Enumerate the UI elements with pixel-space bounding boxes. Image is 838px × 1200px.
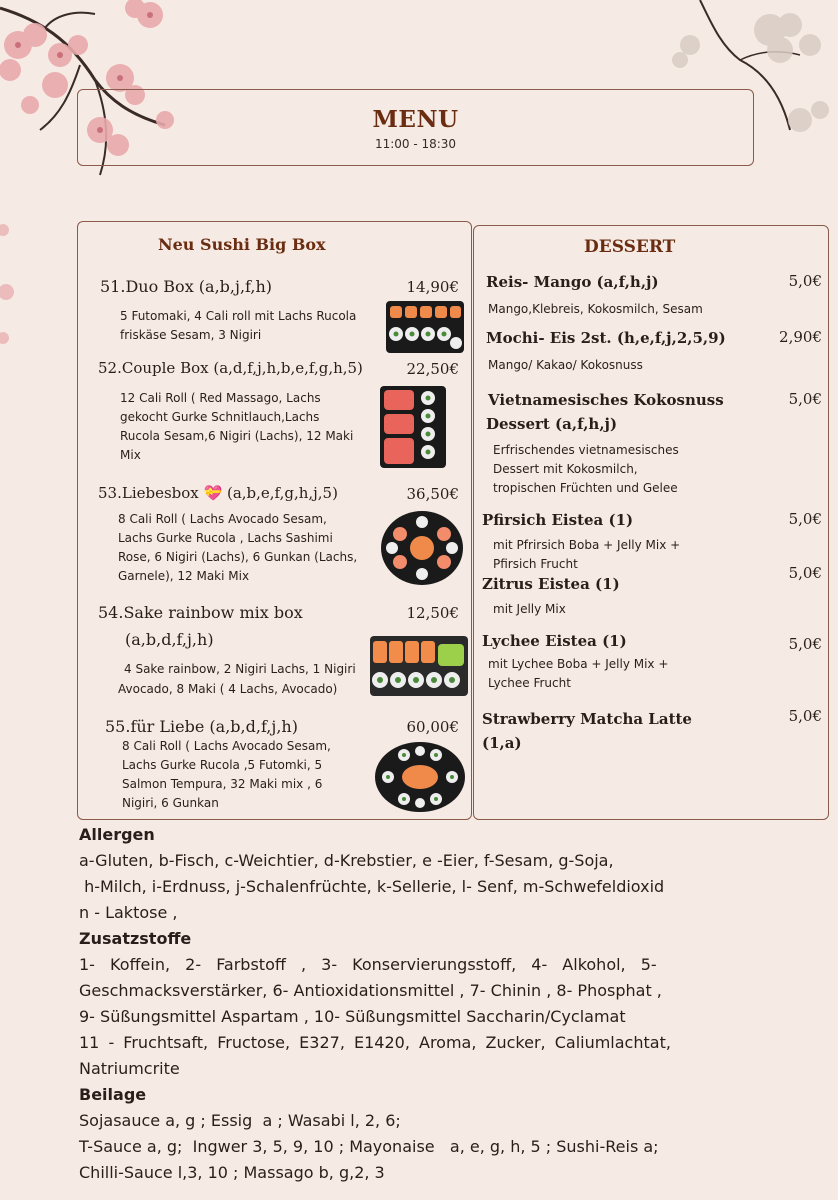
additives-line: Geschmacksverstärker, 6- Antioxidationsmittel , 7- Chinin , 8- Phosphat ,	[79, 981, 662, 1000]
item-description: Mango/ Kakao/ Kokosnuss	[488, 358, 643, 372]
item-name: Mochi- Eis 2st. (h,e,f,j,2,5,9)	[486, 329, 726, 347]
item-name: Reis- Mango (a,f,h,j)	[486, 273, 659, 291]
sides-line: Sojasauce a, g ; Essig a ; Wasabi l, 2, 6;	[79, 1111, 401, 1130]
allergen-line: a-Gluten, b-Fisch, c-Weichtier, d-Krebstier, e -Eier, f-Sesam, g-Soja,	[79, 851, 614, 870]
sushi-box-photo	[380, 510, 464, 586]
additives-line: 9- Süßungsmittel Aspartam , 10- Süßungsmittel Saccharin/Cyclamat	[79, 1007, 626, 1026]
blossom-petals-left	[0, 220, 20, 350]
item-price: 5,0€	[788, 510, 822, 528]
item-name: Vietnamesisches Kokosnuss Dessert (a,f,h,j)	[486, 391, 724, 433]
allergen-line: n - Laktose ,	[79, 903, 178, 922]
item-name: Zitrus Eistea (1)	[482, 575, 620, 593]
dessert-title: DESSERT	[584, 237, 676, 257]
sides-line: T-Sauce a, g; Ingwer 3, 5, 9, 10 ; Mayonaise a, e, g, h, 5 ; Sushi-Reis a;	[79, 1137, 659, 1156]
item-price: 5,0€	[788, 707, 822, 725]
item-price: 22,50€	[406, 360, 459, 378]
additives-line: Natriumcrite	[79, 1059, 180, 1078]
item-description: Erfrischendes vietnamesisches Dessert mit Kokosmilch, tropischen Früchten und Gelee	[493, 443, 679, 495]
allergen-line: h-Milch, i-Erdnuss, j-Schalenfrüchte, k-Sellerie, l- Senf, m-Schwefeldioxid	[79, 877, 665, 896]
item-description: mit Pfrirsich Boba + Jelly Mix + Pfirsich Frucht	[493, 538, 681, 571]
allergen-info	[79, 822, 761, 1186]
item-name: 54.Sake rainbow mix box	[98, 603, 303, 622]
item-description: mit Jelly Mix	[493, 602, 566, 616]
additives-heading: Zusatzstoffe	[79, 929, 192, 948]
item-price: 5,0€	[788, 564, 822, 582]
item-name: 52.Couple Box (a,d,f,j,h,b,e,f,g,h,5)	[98, 359, 363, 377]
item-description: 4 Sake rainbow, 2 Nigiri Lachs, 1 Nigiri	[124, 662, 356, 676]
item-price: 12,50€	[406, 604, 459, 622]
sushi-box-title: Neu Sushi Big Box	[158, 235, 326, 254]
item-price: 14,90€	[406, 278, 459, 296]
item-price: 36,50€	[406, 485, 459, 503]
sushi-box-photo	[386, 301, 464, 353]
item-name: Strawberry Matcha Latte (1,a)	[482, 710, 692, 752]
item-description: mit Lychee Boba + Jelly Mix + Lychee Frucht	[488, 657, 669, 690]
item-name: 51.Duo Box (a,b,j,f,h)	[100, 277, 273, 296]
dessert-panel	[473, 225, 829, 820]
menu-header	[77, 89, 754, 166]
item-name: 55.für Liebe (a,b,d,f,j,h)	[105, 717, 298, 736]
item-price: 5,0€	[788, 635, 822, 653]
item-name-allergens: (a,b,d,f,j,h)	[125, 630, 214, 649]
item-description-2: Avocado, 8 Maki ( 4 Lachs, Avocado)	[118, 682, 338, 696]
item-name: Pfirsich Eistea (1)	[482, 511, 634, 529]
item-description: 8 Cali Roll ( Lachs Avocado Sesam, Lachs Gurke Rucola ,5 Futomki, 5 Salmon Tempura, 32 Maki mix , 6 Nigiri, 6 Gunkan	[122, 739, 331, 810]
item-price: 2,90€	[779, 328, 822, 346]
item-name: 53.Liebesbox 💝 (a,b,e,f,g,h,j,5)	[98, 484, 338, 502]
sushi-box-panel	[77, 221, 472, 820]
item-name: Lychee Eistea (1)	[482, 632, 627, 650]
item-description: Mango,Klebreis, Kokosmilch, Sesam	[488, 302, 703, 316]
sushi-box-photo	[374, 741, 466, 813]
additives-line: 11 - Fruchtsaft, Fructose, E327, E1420, Aroma, Zucker, Caliumlachtat,	[79, 1033, 671, 1052]
item-description: 5 Futomaki, 4 Cali roll mit Lachs Rucola friskäse Sesam, 3 Nigiri	[120, 309, 357, 342]
item-price: 5,0€	[788, 272, 822, 290]
allergen-heading: Allergen	[79, 825, 155, 844]
item-description: 12 Cali Roll ( Red Massago, Lachs gekocht Gurke Schnitlauch,Lachs Rucola Sesam,6 Nigiri (Lachs), 12 Maki Mix	[120, 391, 354, 462]
sides-heading: Beilage	[79, 1085, 147, 1104]
item-price: 60,00€	[406, 718, 459, 736]
item-price: 5,0€	[788, 390, 822, 408]
sides-line: Chilli-Sauce l,3, 10 ; Massago b, g,2, 3	[79, 1163, 385, 1182]
item-description: 8 Cali Roll ( Lachs Avocado Sesam, Lachs Gurke Rucola , Lachs Sashimi Rose, 6 Nigiri (Lachs), 6 Gunkan (Lachs, Garnele), 12 Maki Mix	[118, 512, 358, 583]
additives-line: 1- Koffein, 2- Farbstoff , 3- Konservierungsstoff, 4- Alkohol, 5-	[79, 955, 657, 974]
sushi-box-photo	[370, 636, 468, 696]
menu-title: MENU	[372, 106, 459, 133]
sushi-box-photo	[380, 386, 446, 468]
opening-hours: 11:00 - 18:30	[374, 137, 457, 151]
